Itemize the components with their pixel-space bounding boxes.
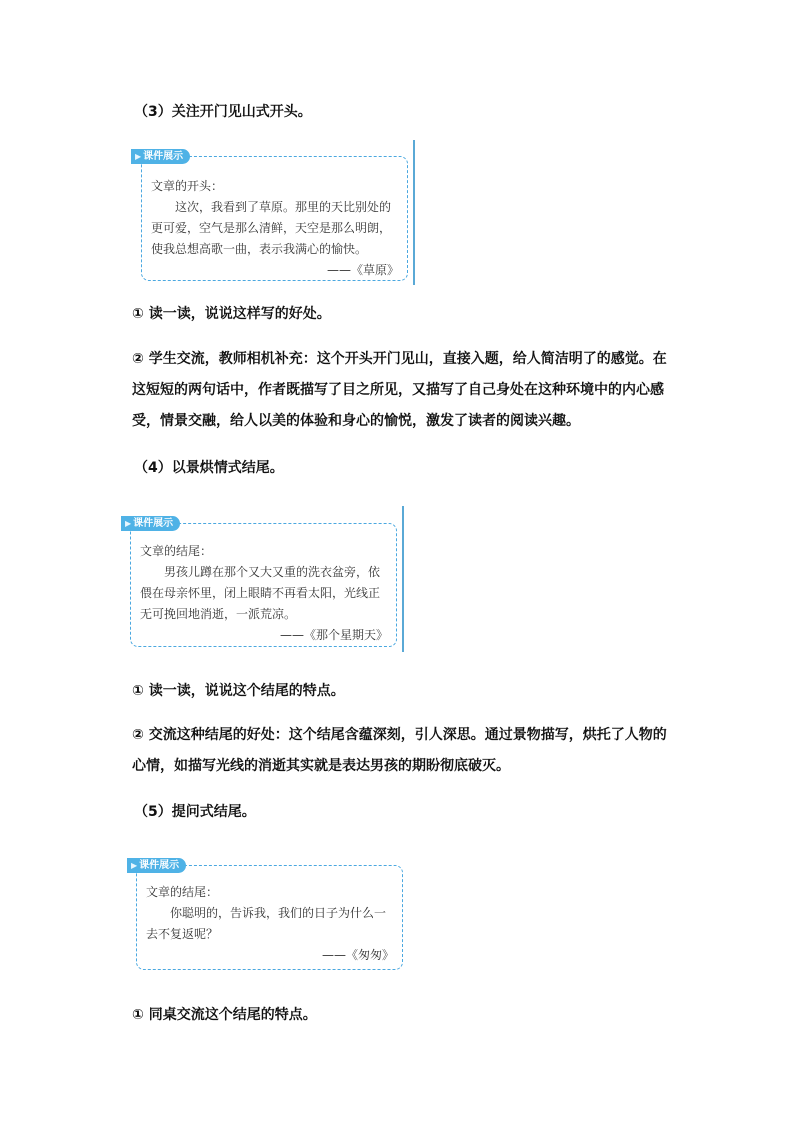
courseware-box-2-rule xyxy=(402,506,404,652)
courseware-tag-label: 课件展示 xyxy=(139,860,180,871)
courseware-box-3-content xyxy=(146,882,394,966)
section5-question-1: ① 同桌交流这个结尾的特点。 xyxy=(132,1007,317,1023)
box-source: ——《草原》 xyxy=(326,263,399,277)
section4-question-1: ① 读一读，说说这个结尾的特点。 xyxy=(132,683,345,699)
courseware-tag-3 xyxy=(127,858,186,873)
courseware-box-1-rule xyxy=(413,140,415,285)
section5-heading: （5）提问式结尾。 xyxy=(134,804,256,820)
courseware-box-2-content xyxy=(140,541,388,646)
courseware-box-1-content xyxy=(151,176,399,281)
section3-question-2: ② 学生交流，教师相机补充：这个开头开门见山，直接入题，给人简洁明了的感觉。在这短短的两句话中，作者既描写了目之所见，又描写了自己身处在这种环境中的内心感受，情景交融，给人以美的体验和身心的愉悦，激发了读者的阅读兴趣。 xyxy=(132,351,667,429)
section3-question-1: ① 读一读，说说这样写的好处。 xyxy=(132,306,331,322)
section4-question-2: ② 交流这种结尾的好处：这个结尾含蕴深刻，引人深思。通过景物描写，烘托了人物的心情，如描写光线的消逝其实就是表达男孩的期盼彻底破灭。 xyxy=(132,727,667,774)
play-triangle-icon: ▶ xyxy=(131,861,138,870)
courseware-tag-1 xyxy=(131,149,190,164)
box-body: 你聪明的，告诉我，我们的日子为什么一去不复返呢？ xyxy=(146,906,387,941)
box-label: 文章的结尾： xyxy=(146,885,219,899)
box-body: 男孩儿蹲在那个又大又重的洗衣盆旁，依偎在母亲怀里，闭上眼睛不再看太阳，光线正无可挽回地消逝，一派荒凉。 xyxy=(140,565,381,621)
section4-heading: （4）以景烘情式结尾。 xyxy=(134,460,284,476)
box-label: 文章的结尾： xyxy=(140,544,213,558)
courseware-tag-2 xyxy=(121,516,180,531)
courseware-tag-label: 课件展示 xyxy=(143,151,184,162)
box-label: 文章的开头： xyxy=(151,179,224,193)
play-triangle-icon: ▶ xyxy=(125,519,132,528)
box-source: ——《匆匆》 xyxy=(321,948,394,962)
play-triangle-icon: ▶ xyxy=(135,152,142,161)
box-source: ——《那个星期天》 xyxy=(279,628,388,642)
section3-heading: （3）关注开门见山式开头。 xyxy=(134,104,312,120)
courseware-tag-label: 课件展示 xyxy=(133,518,174,529)
box-body: 这次，我看到了草原。那里的天比别处的更可爱，空气是那么清鲜，天空是那么明朗，使我总想高歌一曲，表示我满心的愉快。 xyxy=(151,200,392,256)
